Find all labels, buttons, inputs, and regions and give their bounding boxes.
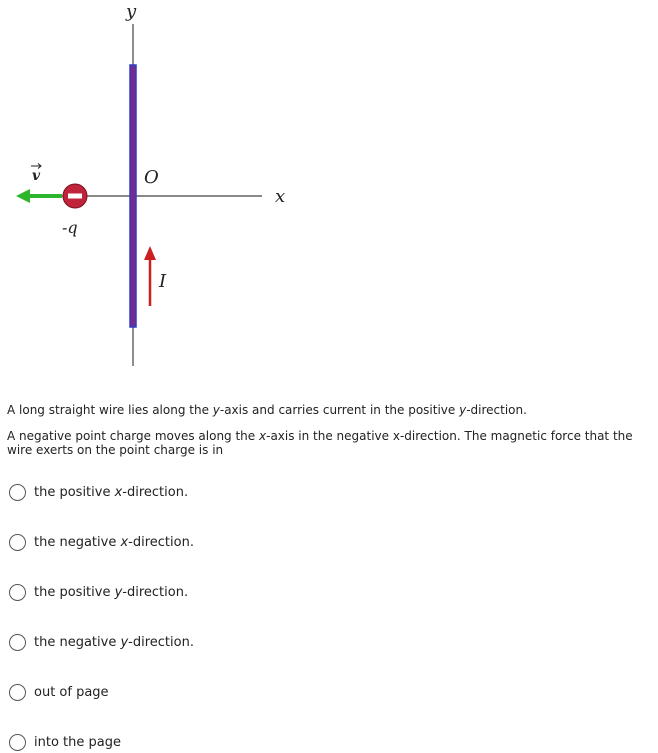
- charge-label: -q: [62, 218, 78, 237]
- option-text-end: -direction.: [128, 634, 194, 650]
- option-into-the-page[interactable]: [9, 731, 121, 753]
- radio-button[interactable]: [9, 684, 26, 701]
- question-line-1-text-a: A long straight wire lies along the: [7, 403, 213, 417]
- option-var: x: [120, 534, 129, 550]
- option-out-of-page[interactable]: [9, 681, 109, 703]
- current-arrow-head: [144, 246, 156, 260]
- radio-button[interactable]: [9, 634, 26, 651]
- option-text-end: -direction.: [122, 484, 189, 500]
- question-line-2-text-a: A negative point charge moves along the: [7, 429, 259, 443]
- option-negative-y[interactable]: [9, 631, 194, 653]
- radio-button[interactable]: [9, 534, 26, 551]
- question-line-2: [7, 429, 653, 457]
- question-line-1-var-b: y: [459, 403, 467, 417]
- option-label: [34, 735, 121, 750]
- origin-label: O: [144, 167, 159, 188]
- option-text: the negative: [34, 534, 121, 550]
- option-text: the negative: [34, 634, 121, 650]
- radio-button[interactable]: [9, 734, 26, 751]
- option-var: y: [114, 584, 123, 600]
- option-text: into the page: [34, 734, 121, 750]
- question-line-2-text-b: -axis in the negative x-direction. The magnetic force that the wire exerts on the point charge is in: [7, 429, 633, 457]
- option-text-end: -direction.: [128, 534, 194, 550]
- velocity-label: v: [32, 168, 41, 184]
- y-axis-label: y: [126, 1, 137, 22]
- option-var: x: [114, 484, 123, 500]
- option-label: [34, 485, 188, 500]
- option-text: out of page: [34, 684, 109, 700]
- negative-charge-sign: [68, 194, 82, 199]
- option-label: [34, 635, 194, 650]
- option-positive-y[interactable]: [9, 581, 188, 603]
- option-text: the positive: [34, 484, 115, 500]
- question-line-1-text-c: -direction.: [466, 403, 527, 417]
- question-line-1: [7, 403, 653, 417]
- option-positive-x[interactable]: [9, 481, 188, 503]
- option-label: [34, 535, 194, 550]
- current-label: I: [159, 271, 167, 292]
- question-line-2-var-a: x: [259, 429, 267, 443]
- question-line-1-var-a: y: [212, 403, 220, 417]
- option-negative-x[interactable]: [9, 531, 194, 553]
- velocity-arrow-head: [16, 189, 30, 203]
- option-text: the positive: [34, 584, 115, 600]
- question-line-1-text-b: -axis and carries current in the positive: [219, 403, 460, 417]
- current-wire: [130, 65, 136, 327]
- option-label: [34, 685, 109, 700]
- radio-button[interactable]: [9, 484, 26, 501]
- option-label: [34, 585, 188, 600]
- x-axis-label: x: [275, 186, 286, 207]
- option-var: y: [120, 634, 129, 650]
- radio-button[interactable]: [9, 584, 26, 601]
- option-text-end: -direction.: [122, 584, 189, 600]
